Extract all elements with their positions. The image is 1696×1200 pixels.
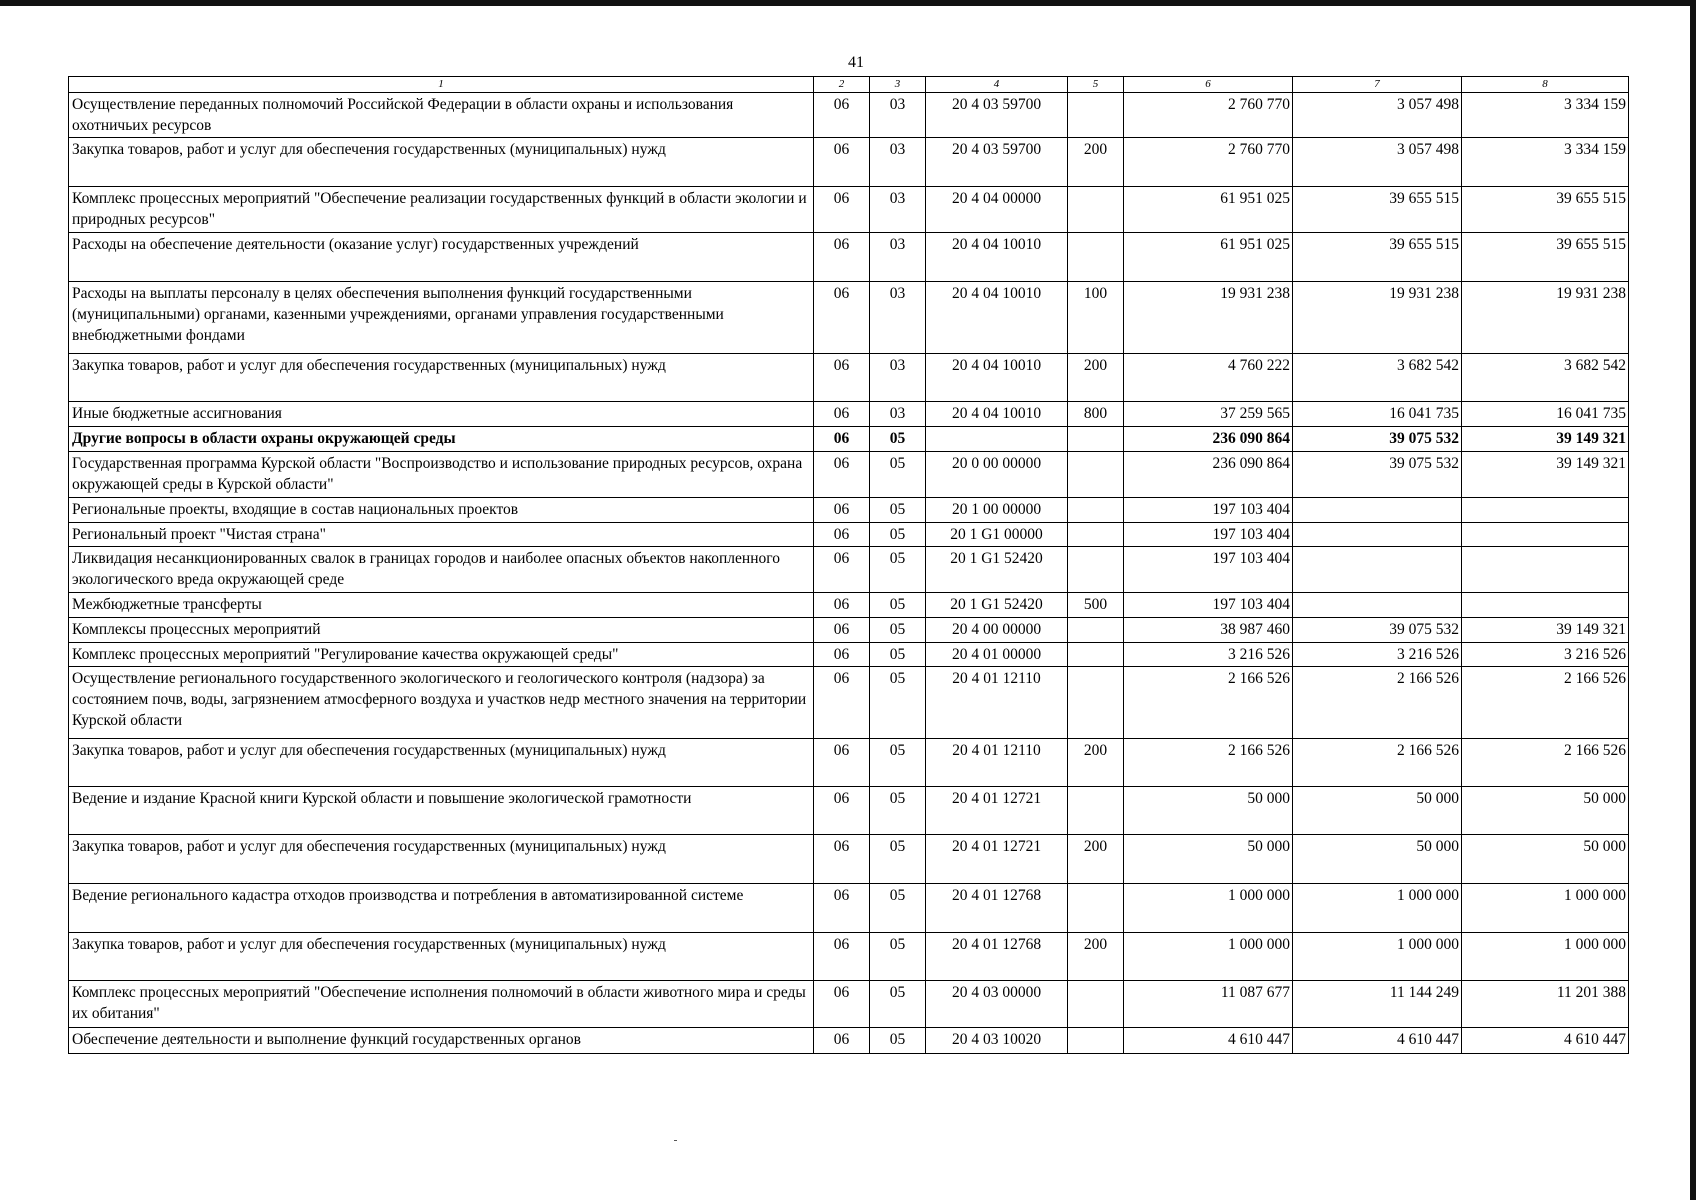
cell-expense-type [1068, 187, 1124, 233]
cell-amount-1: 61 951 025 [1124, 187, 1293, 233]
cell-target-article: 20 1 G1 52420 [926, 547, 1068, 593]
table-row [69, 618, 1629, 643]
table-row [69, 667, 1629, 739]
cell-section: 06 [814, 498, 870, 523]
cell-amount-1: 197 103 404 [1124, 593, 1293, 618]
cell-expense-type: 100 [1068, 282, 1124, 354]
cell-subsection: 05 [870, 981, 926, 1028]
cell-expense-type [1068, 618, 1124, 643]
cell-amount-1: 1 000 000 [1124, 884, 1293, 933]
cell-amount-2 [1293, 523, 1462, 547]
cell-amount-3: 50 000 [1462, 835, 1629, 884]
cell-name: Ведение регионального кадастра отходов производства и потребления в автоматизированной системе [69, 884, 814, 933]
cell-target-article: 20 4 04 10010 [926, 282, 1068, 354]
cell-target-article: 20 4 03 59700 [926, 93, 1068, 138]
cell-target-article: 20 4 00 00000 [926, 618, 1068, 643]
cell-expense-type: 200 [1068, 739, 1124, 787]
table-row [69, 187, 1629, 233]
cell-expense-type [1068, 452, 1124, 498]
cell-name: Расходы на выплаты персоналу в целях обеспечения выполнения функций государственными (муниципальными) органами, казенными учреждениями, органами управления государственными внебюджетными фондами [69, 282, 814, 354]
cell-section: 06 [814, 643, 870, 667]
table-row [69, 933, 1629, 981]
cell-amount-1: 50 000 [1124, 835, 1293, 884]
cell-section: 06 [814, 667, 870, 739]
cell-expense-type: 500 [1068, 593, 1124, 618]
cell-amount-1: 11 087 677 [1124, 981, 1293, 1028]
table-row [69, 835, 1629, 884]
table-body [69, 93, 1629, 1054]
cell-amount-1: 236 090 864 [1124, 452, 1293, 498]
cell-subsection: 05 [870, 498, 926, 523]
cell-subsection: 05 [870, 593, 926, 618]
table-row [69, 523, 1629, 547]
header-col-2: 2 [814, 77, 870, 93]
cell-amount-3: 3 682 542 [1462, 354, 1629, 402]
cell-target-article: 20 4 01 12110 [926, 739, 1068, 787]
cell-amount-1: 50 000 [1124, 787, 1293, 835]
cell-expense-type: 200 [1068, 138, 1124, 187]
cell-name: Межбюджетные трансферты [69, 593, 814, 618]
cell-amount-3 [1462, 593, 1629, 618]
cell-name: Осуществление регионального государственного экологического и геологического контроля (надзора) за состоянием почв, воды, загрязнением атмосферного воздуха и участков недр местного значения на территории Курской области [69, 667, 814, 739]
cell-target-article: 20 1 G1 00000 [926, 523, 1068, 547]
cell-target-article: 20 4 01 12768 [926, 884, 1068, 933]
header-col-4: 4 [926, 77, 1068, 93]
cell-name: Закупка товаров, работ и услуг для обеспечения государственных (муниципальных) нужд [69, 835, 814, 884]
table-row [69, 547, 1629, 593]
cell-amount-3: 3 334 159 [1462, 138, 1629, 187]
cell-target-article: 20 4 01 12768 [926, 933, 1068, 981]
cell-expense-type [1068, 233, 1124, 282]
cell-amount-2: 3 057 498 [1293, 138, 1462, 187]
cell-amount-2: 3 682 542 [1293, 354, 1462, 402]
cell-amount-2: 39 075 532 [1293, 452, 1462, 498]
cell-name: Иные бюджетные ассигнования [69, 402, 814, 427]
scan-speck [674, 1140, 677, 1141]
cell-target-article: 20 1 00 00000 [926, 498, 1068, 523]
cell-target-article: 20 4 01 00000 [926, 643, 1068, 667]
cell-section: 06 [814, 402, 870, 427]
table-row [69, 593, 1629, 618]
cell-amount-2 [1293, 547, 1462, 593]
cell-amount-3: 1 000 000 [1462, 884, 1629, 933]
cell-section: 06 [814, 138, 870, 187]
cell-amount-1: 4 760 222 [1124, 354, 1293, 402]
table-row [69, 282, 1629, 354]
cell-expense-type [1068, 523, 1124, 547]
cell-amount-1: 197 103 404 [1124, 523, 1293, 547]
cell-amount-2: 2 166 526 [1293, 739, 1462, 787]
cell-amount-3: 50 000 [1462, 787, 1629, 835]
cell-amount-1: 3 216 526 [1124, 643, 1293, 667]
cell-section: 06 [814, 523, 870, 547]
cell-target-article: 20 4 03 10020 [926, 1028, 1068, 1054]
cell-amount-3: 3 216 526 [1462, 643, 1629, 667]
cell-section: 06 [814, 282, 870, 354]
cell-expense-type: 200 [1068, 354, 1124, 402]
cell-section: 06 [814, 187, 870, 233]
cell-target-article: 20 4 03 59700 [926, 138, 1068, 187]
cell-amount-2: 50 000 [1293, 835, 1462, 884]
cell-name: Комплексы процессных мероприятий [69, 618, 814, 643]
cell-subsection: 05 [870, 884, 926, 933]
cell-name: Обеспечение деятельности и выполнение функций государственных органов [69, 1028, 814, 1054]
header-col-3: 3 [870, 77, 926, 93]
cell-amount-2: 1 000 000 [1293, 933, 1462, 981]
cell-amount-2: 39 075 532 [1293, 427, 1462, 452]
cell-subsection: 03 [870, 93, 926, 138]
cell-subsection: 05 [870, 835, 926, 884]
cell-section: 06 [814, 618, 870, 643]
cell-amount-2: 39 655 515 [1293, 187, 1462, 233]
cell-section: 06 [814, 739, 870, 787]
cell-amount-1: 197 103 404 [1124, 498, 1293, 523]
cell-amount-2: 39 655 515 [1293, 233, 1462, 282]
cell-amount-2: 4 610 447 [1293, 1028, 1462, 1054]
cell-expense-type [1068, 643, 1124, 667]
cell-name: Закупка товаров, работ и услуг для обеспечения государственных (муниципальных) нужд [69, 354, 814, 402]
cell-subsection: 03 [870, 138, 926, 187]
cell-name: Комплекс процессных мероприятий "Регулирование качества окружающей среды" [69, 643, 814, 667]
cell-subsection: 03 [870, 282, 926, 354]
table-row [69, 354, 1629, 402]
cell-expense-type: 200 [1068, 933, 1124, 981]
cell-subsection: 05 [870, 618, 926, 643]
cell-section: 06 [814, 787, 870, 835]
scan-edge-top [0, 0, 1696, 6]
table-row [69, 981, 1629, 1028]
cell-expense-type [1068, 498, 1124, 523]
cell-amount-2: 50 000 [1293, 787, 1462, 835]
cell-amount-2: 19 931 238 [1293, 282, 1462, 354]
cell-expense-type: 200 [1068, 835, 1124, 884]
table-row [69, 884, 1629, 933]
cell-amount-1: 4 610 447 [1124, 1028, 1293, 1054]
cell-section: 06 [814, 593, 870, 618]
cell-section: 06 [814, 933, 870, 981]
cell-expense-type [1068, 427, 1124, 452]
cell-subsection: 05 [870, 1028, 926, 1054]
cell-amount-1: 236 090 864 [1124, 427, 1293, 452]
cell-section: 06 [814, 427, 870, 452]
cell-expense-type [1068, 547, 1124, 593]
cell-name: Ликвидация несанкционированных свалок в границах городов и наиболее опасных объектов накопленного экологического вреда окружающей среде [69, 547, 814, 593]
cell-section: 06 [814, 547, 870, 593]
table-row [69, 93, 1629, 138]
cell-amount-2 [1293, 593, 1462, 618]
cell-expense-type [1068, 667, 1124, 739]
cell-amount-1: 37 259 565 [1124, 402, 1293, 427]
cell-expense-type [1068, 787, 1124, 835]
cell-subsection: 05 [870, 452, 926, 498]
cell-amount-2: 2 166 526 [1293, 667, 1462, 739]
cell-name: Другие вопросы в области охраны окружающей среды [69, 427, 814, 452]
cell-amount-3 [1462, 547, 1629, 593]
table-row [69, 643, 1629, 667]
cell-amount-2: 3 216 526 [1293, 643, 1462, 667]
cell-amount-1: 38 987 460 [1124, 618, 1293, 643]
cell-section: 06 [814, 93, 870, 138]
cell-section: 06 [814, 835, 870, 884]
cell-amount-3: 3 334 159 [1462, 93, 1629, 138]
cell-name: Закупка товаров, работ и услуг для обеспечения государственных (муниципальных) нужд [69, 739, 814, 787]
cell-subsection: 05 [870, 643, 926, 667]
cell-section: 06 [814, 452, 870, 498]
header-col-5: 5 [1068, 77, 1124, 93]
cell-amount-2: 11 144 249 [1293, 981, 1462, 1028]
cell-target-article: 20 4 01 12110 [926, 667, 1068, 739]
cell-name: Региональные проекты, входящие в состав национальных проектов [69, 498, 814, 523]
cell-target-article: 20 4 03 00000 [926, 981, 1068, 1028]
cell-target-article: 20 4 04 10010 [926, 233, 1068, 282]
cell-expense-type [1068, 1028, 1124, 1054]
cell-amount-1: 2 760 770 [1124, 93, 1293, 138]
header-col-1: 1 [69, 77, 814, 93]
cell-target-article: 20 4 01 12721 [926, 787, 1068, 835]
table-row [69, 787, 1629, 835]
cell-amount-3 [1462, 523, 1629, 547]
scan-edge-right [1690, 0, 1696, 1200]
cell-name: Расходы на обеспечение деятельности (оказание услуг) государственных учреждений [69, 233, 814, 282]
cell-amount-3: 39 655 515 [1462, 187, 1629, 233]
cell-name: Осуществление переданных полномочий Российской Федерации в области охраны и использования охотничьих ресурсов [69, 93, 814, 138]
cell-amount-3: 39 149 321 [1462, 618, 1629, 643]
cell-amount-3: 2 166 526 [1462, 739, 1629, 787]
cell-section: 06 [814, 981, 870, 1028]
table-row [69, 1028, 1629, 1054]
cell-amount-1: 61 951 025 [1124, 233, 1293, 282]
header-col-6: 6 [1124, 77, 1293, 93]
cell-subsection: 05 [870, 427, 926, 452]
cell-amount-2: 39 075 532 [1293, 618, 1462, 643]
table-row [69, 452, 1629, 498]
cell-target-article: 20 0 00 00000 [926, 452, 1068, 498]
page-number: 41 [848, 54, 864, 71]
budget-table [68, 76, 1629, 1054]
table-row [69, 739, 1629, 787]
cell-subsection: 03 [870, 354, 926, 402]
cell-subsection: 05 [870, 523, 926, 547]
cell-amount-3: 11 201 388 [1462, 981, 1629, 1028]
cell-name: Региональный проект "Чистая страна" [69, 523, 814, 547]
cell-name: Комплекс процессных мероприятий "Обеспечение исполнения полномочий в области животного мира и среды их обитания" [69, 981, 814, 1028]
cell-subsection: 05 [870, 547, 926, 593]
cell-amount-1: 19 931 238 [1124, 282, 1293, 354]
cell-name: Закупка товаров, работ и услуг для обеспечения государственных (муниципальных) нужд [69, 933, 814, 981]
cell-subsection: 03 [870, 187, 926, 233]
table-row [69, 233, 1629, 282]
cell-target-article: 20 4 01 12721 [926, 835, 1068, 884]
cell-expense-type [1068, 981, 1124, 1028]
cell-amount-2: 1 000 000 [1293, 884, 1462, 933]
cell-expense-type: 800 [1068, 402, 1124, 427]
cell-amount-3: 19 931 238 [1462, 282, 1629, 354]
cell-target-article: 20 4 04 10010 [926, 402, 1068, 427]
cell-amount-3: 4 610 447 [1462, 1028, 1629, 1054]
cell-subsection: 05 [870, 739, 926, 787]
cell-amount-1: 2 166 526 [1124, 739, 1293, 787]
cell-name: Комплекс процессных мероприятий "Обеспечение реализации государственных функций в области экологии и природных ресурсов" [69, 187, 814, 233]
cell-name: Закупка товаров, работ и услуг для обеспечения государственных (муниципальных) нужд [69, 138, 814, 187]
cell-name: Государственная программа Курской области "Воспроизводство и использование природных ресурсов, охрана окружающей среды в Курской области" [69, 452, 814, 498]
cell-amount-3 [1462, 498, 1629, 523]
cell-target-article: 20 1 G1 52420 [926, 593, 1068, 618]
cell-subsection: 05 [870, 667, 926, 739]
table-header-row [69, 77, 1629, 93]
cell-amount-1: 2 760 770 [1124, 138, 1293, 187]
cell-amount-3: 39 149 321 [1462, 452, 1629, 498]
cell-amount-1: 1 000 000 [1124, 933, 1293, 981]
table-row [69, 402, 1629, 427]
table-row [69, 138, 1629, 187]
cell-amount-1: 197 103 404 [1124, 547, 1293, 593]
cell-subsection: 03 [870, 402, 926, 427]
cell-amount-2: 16 041 735 [1293, 402, 1462, 427]
cell-subsection: 05 [870, 787, 926, 835]
cell-amount-3: 16 041 735 [1462, 402, 1629, 427]
cell-amount-2: 3 057 498 [1293, 93, 1462, 138]
cell-amount-1: 2 166 526 [1124, 667, 1293, 739]
cell-subsection: 05 [870, 933, 926, 981]
table-row [69, 498, 1629, 523]
cell-expense-type [1068, 884, 1124, 933]
cell-amount-3: 39 655 515 [1462, 233, 1629, 282]
cell-section: 06 [814, 1028, 870, 1054]
header-col-8: 8 [1462, 77, 1629, 93]
header-col-7: 7 [1293, 77, 1462, 93]
cell-amount-3: 2 166 526 [1462, 667, 1629, 739]
cell-section: 06 [814, 884, 870, 933]
cell-amount-3: 39 149 321 [1462, 427, 1629, 452]
cell-amount-3: 1 000 000 [1462, 933, 1629, 981]
cell-subsection: 03 [870, 233, 926, 282]
cell-target-article: 20 4 04 10010 [926, 354, 1068, 402]
cell-section: 06 [814, 354, 870, 402]
cell-name: Ведение и издание Красной книги Курской области и повышение экологической грамотности [69, 787, 814, 835]
cell-expense-type [1068, 93, 1124, 138]
cell-amount-2 [1293, 498, 1462, 523]
cell-target-article [926, 427, 1068, 452]
cell-target-article: 20 4 04 00000 [926, 187, 1068, 233]
cell-section: 06 [814, 233, 870, 282]
table-row [69, 427, 1629, 452]
